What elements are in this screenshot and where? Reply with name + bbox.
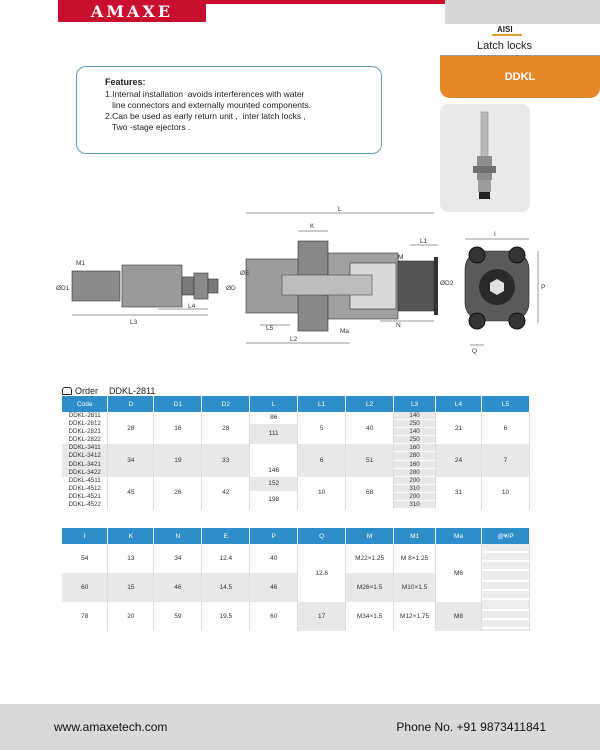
table-row bbox=[62, 544, 530, 573]
cell-M1: M 8×1.25 bbox=[394, 544, 436, 573]
column-header: D1 bbox=[154, 396, 202, 412]
cell-K: 13 bbox=[108, 544, 154, 573]
table-row bbox=[62, 477, 530, 509]
cell-L1: 5 bbox=[298, 412, 346, 444]
product-badge: DDKL bbox=[440, 56, 600, 98]
dimension-table bbox=[62, 396, 530, 509]
cell-L-value: 152 bbox=[250, 477, 297, 491]
cell-L3-value: 250 bbox=[394, 420, 435, 428]
price-cell bbox=[482, 544, 530, 573]
features-box bbox=[76, 66, 382, 154]
cell-N: 34 bbox=[154, 544, 202, 573]
cell-I: 54 bbox=[62, 544, 108, 573]
code-value: DDKL-2822 bbox=[68, 436, 101, 444]
cell-L5: 6 bbox=[481, 412, 529, 444]
cell-L3-value: 200 bbox=[394, 493, 435, 501]
cell-M: M26×1.5 bbox=[346, 573, 394, 602]
cell-L3-value: 200 bbox=[394, 477, 435, 485]
column-header: N bbox=[154, 528, 202, 544]
cell-L3-value: 310 bbox=[394, 501, 435, 509]
price-cell bbox=[482, 573, 530, 602]
cell-M: M34×1.5 bbox=[346, 602, 394, 631]
cell-N: 59 bbox=[154, 602, 202, 631]
order-example: DDKL-2811 bbox=[109, 386, 156, 396]
code-value: DDKL-3411 bbox=[68, 444, 101, 452]
phone-number[interactable]: Phone No. +91 9873411841 bbox=[396, 720, 546, 734]
cell-L3 bbox=[394, 444, 436, 476]
cell-L2: 51 bbox=[346, 444, 394, 476]
dim-I: I bbox=[494, 231, 496, 238]
dim-M: M bbox=[398, 254, 404, 261]
dim-K: K bbox=[310, 223, 315, 230]
cell-L3-value: 160 bbox=[394, 461, 435, 469]
cell-E: 19.5 bbox=[202, 602, 250, 631]
brand-logo[interactable] bbox=[58, 0, 206, 22]
dim-N: N bbox=[396, 322, 401, 329]
cell-L5: 7 bbox=[481, 444, 529, 476]
table-row bbox=[62, 602, 530, 631]
column-header: D2 bbox=[202, 396, 250, 412]
cell-D1: 16 bbox=[154, 412, 202, 444]
cell-L3-value: 250 bbox=[394, 436, 435, 444]
cell-Q: 12.6 bbox=[298, 544, 346, 602]
column-header: M1 bbox=[394, 528, 436, 544]
standard-underline bbox=[492, 34, 522, 36]
cell-L-value: 86 bbox=[270, 414, 278, 422]
cell-L bbox=[250, 477, 298, 509]
cell-D1: 26 bbox=[154, 477, 202, 509]
code-cell bbox=[62, 444, 108, 476]
code-value: DDKL-2821 bbox=[68, 428, 101, 436]
cell-Ma: M6 bbox=[436, 544, 482, 602]
cell-L3-value: 160 bbox=[394, 444, 435, 452]
code-value: DDKL-3412 bbox=[68, 452, 101, 460]
header-gray-tab bbox=[445, 0, 600, 24]
cell-M1: M10×1.5 bbox=[394, 573, 436, 602]
dim-D: ØD bbox=[226, 285, 236, 292]
cell-P: 40 bbox=[250, 544, 298, 573]
table-row bbox=[62, 444, 530, 476]
cell-D2: 33 bbox=[202, 444, 250, 476]
code-value: DDKL-3422 bbox=[68, 468, 101, 476]
cell-L3-value: 140 bbox=[394, 428, 435, 436]
cell-L-value: 198 bbox=[268, 495, 280, 503]
technical-drawing bbox=[50, 205, 570, 365]
cell-L5: 10 bbox=[481, 477, 529, 509]
cell-D: 34 bbox=[108, 444, 154, 476]
code-value: DDKL-4522 bbox=[68, 501, 101, 509]
table-row bbox=[62, 412, 530, 444]
cell-I: 78 bbox=[62, 602, 108, 631]
column-header: Code bbox=[62, 396, 108, 412]
cell-L2: 40 bbox=[346, 412, 394, 444]
cell-L2: 68 bbox=[346, 477, 394, 509]
cell-L1: 6 bbox=[298, 444, 346, 476]
cell-Ma: M8 bbox=[436, 602, 482, 631]
code-value: DDKL-4521 bbox=[68, 492, 101, 500]
column-header: M bbox=[346, 528, 394, 544]
table-header-row bbox=[62, 396, 530, 412]
code-value: DDKL-3421 bbox=[68, 460, 101, 468]
column-header: L3 bbox=[394, 396, 436, 412]
brand-logo-text: AMAXE bbox=[90, 1, 174, 21]
dim-L: L bbox=[338, 206, 342, 213]
latch-lock-image bbox=[440, 104, 530, 212]
column-header: L5 bbox=[481, 396, 529, 412]
cell-K: 15 bbox=[108, 573, 154, 602]
cell-L3 bbox=[394, 477, 436, 509]
cell-D2: 42 bbox=[202, 477, 250, 509]
cell-L-value: 111 bbox=[250, 424, 297, 444]
cell-L: 146 bbox=[250, 444, 298, 476]
cell-L3-value: 310 bbox=[394, 485, 435, 493]
cell-L4: 21 bbox=[436, 412, 482, 444]
footer bbox=[0, 704, 600, 750]
column-header: Q bbox=[298, 528, 346, 544]
cell-P: 46 bbox=[250, 573, 298, 602]
column-header: L bbox=[250, 396, 298, 412]
column-header: L4 bbox=[436, 396, 482, 412]
cell-D1: 19 bbox=[154, 444, 202, 476]
cell-M: M22×1.25 bbox=[346, 544, 394, 573]
cell-D: 45 bbox=[108, 477, 154, 509]
code-cell bbox=[62, 477, 108, 509]
category-title: Latch locks bbox=[477, 40, 533, 52]
dim-L4: L4 bbox=[188, 303, 196, 310]
cell-E: 12.4 bbox=[202, 544, 250, 573]
dim-L3: L3 bbox=[130, 319, 138, 326]
feature-line: Two -stage ejectors . bbox=[105, 122, 191, 132]
cell-L4: 24 bbox=[436, 444, 482, 476]
order-label: Order bbox=[75, 386, 99, 396]
dim-D2: ØD2 bbox=[440, 280, 454, 287]
code-value: DDKL-4511 bbox=[68, 476, 101, 484]
column-header: L1 bbox=[298, 396, 346, 412]
code-cell bbox=[62, 412, 108, 444]
dim-P: P bbox=[541, 284, 546, 291]
standard-label: AISI bbox=[497, 25, 513, 34]
column-header: L2 bbox=[346, 396, 394, 412]
phone-icon bbox=[62, 387, 72, 395]
cell-L4: 31 bbox=[436, 477, 482, 509]
dim-D1: ØD1 bbox=[56, 285, 70, 292]
cell-L3-value: 280 bbox=[394, 469, 435, 477]
table-header-row bbox=[62, 528, 530, 544]
column-header: D bbox=[108, 396, 154, 412]
dim-Q: Q bbox=[472, 348, 478, 355]
cell-I: 60 bbox=[62, 573, 108, 602]
cell-D: 28 bbox=[108, 412, 154, 444]
code-value: DDKL-2812 bbox=[68, 420, 101, 428]
column-header: I bbox=[62, 528, 108, 544]
price-cell bbox=[482, 602, 530, 631]
spec-table bbox=[62, 528, 530, 631]
cell-E: 14.5 bbox=[202, 573, 250, 602]
cell-D2: 28 bbox=[202, 412, 250, 444]
cell-N: 46 bbox=[154, 573, 202, 602]
cell-L3-value: 280 bbox=[394, 452, 435, 460]
cell-L3 bbox=[394, 412, 436, 444]
website-link[interactable]: www.amaxetech.com bbox=[54, 720, 168, 734]
feature-line: 1.Internal installation avoids interferences with water bbox=[105, 89, 305, 99]
dim-M1: M1 bbox=[76, 260, 86, 267]
dim-L5: L5 bbox=[266, 325, 274, 332]
cell-M1: M12×1.75 bbox=[394, 602, 436, 631]
column-header: K bbox=[108, 528, 154, 544]
cell-L3-value: 140 bbox=[394, 412, 435, 420]
features-title: Features: bbox=[105, 77, 146, 87]
cell-Q: 17 bbox=[298, 602, 346, 631]
dim-E: ØE bbox=[240, 270, 250, 277]
code-value: DDKL-2811 bbox=[68, 412, 101, 419]
dim-Ma: Ma bbox=[340, 328, 350, 335]
cell-K: 20 bbox=[108, 602, 154, 631]
cell-L bbox=[250, 412, 298, 444]
order-line bbox=[62, 386, 155, 396]
column-header: E bbox=[202, 528, 250, 544]
code-value: DDKL-4512 bbox=[68, 484, 101, 492]
cell-P: 60 bbox=[250, 602, 298, 631]
column-header: P bbox=[250, 528, 298, 544]
feature-line: 2.Can be used as early return unit , inter latch locks , bbox=[105, 111, 306, 121]
column-header: Ma bbox=[436, 528, 482, 544]
dim-L1: L1 bbox=[420, 238, 428, 245]
feature-line: line connectors and externally mounted components. bbox=[105, 100, 312, 110]
column-header: @¥/P bbox=[482, 528, 530, 544]
dim-L2: L2 bbox=[290, 336, 298, 343]
cell-L1: 10 bbox=[298, 477, 346, 509]
product-photo bbox=[440, 104, 530, 212]
